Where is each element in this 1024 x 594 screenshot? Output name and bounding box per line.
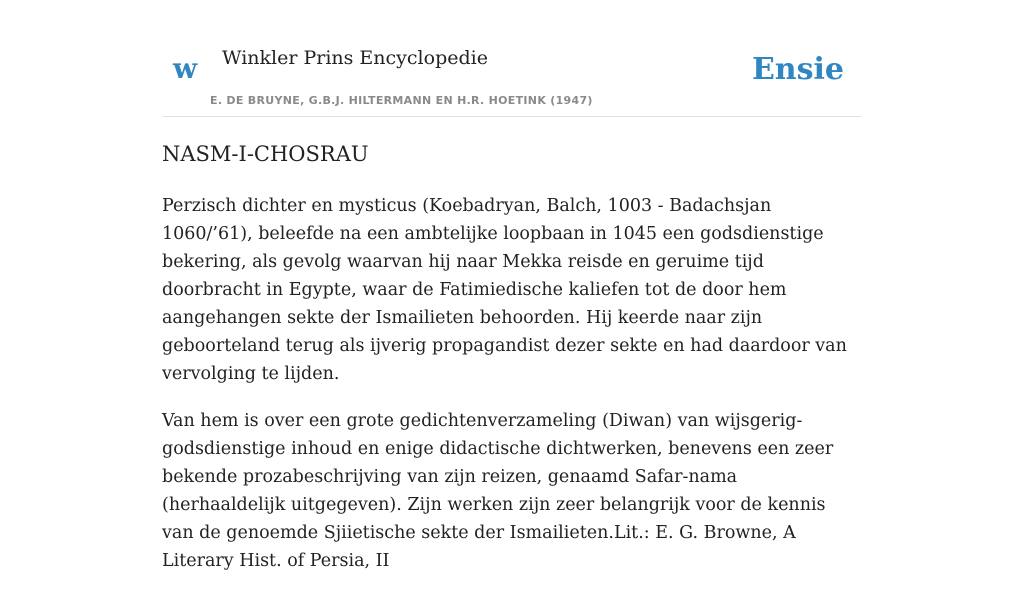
article-paragraph-1: Perzisch dichter en mysticus (Koebadryan, Balch, 1003 - Badachsjan 1060/’61), beleefde na een ambtelijke loopbaan in 1045 een godsdienstige bekering, als gevolg waarvan hij naar Mekka reisde en geruime tijd doorbracht in Egypte, waar de Fatimiedische kaliefen tot de door hem aangehangen sekte der Ismailieten behoorden. Hij keerde naar zijn geboorteland terug als ijverig propagandist dezer sekte en had daardoor van vervolging te lijden. [162,196,847,384]
article [162,138,862,594]
authors-line: E. DE BRUYNE, G.B.J. HILTERMANN EN H.R. HOETINK (1947) [210,94,593,107]
article-headword: NASM-I-CHOSRAU [162,142,369,166]
site-header [162,0,862,117]
winkler-prins-logo[interactable]: w [173,52,198,85]
ensie-brand-link[interactable]: Ensie [751,52,844,87]
article-paragraph-2: Van hem is over een grote gedichtenverzameling (Diwan) van wijsgerig-godsdienstige inhoud en enige didactische dichtwerken, benevens een zeer bekende prozabeschrijving van zijn reizen, genaamd Safar-nama (herhaaldelijk uitgegeven). Zijn werken zijn zeer belangrijk voor de kennis van de genoemde Sjiietische sekte der Ismailieten.Lit.: E. G. Browne, A Literary Hist. of Persia, II [162,411,834,571]
site-title[interactable]: Winkler Prins Encyclopedie [222,47,488,69]
